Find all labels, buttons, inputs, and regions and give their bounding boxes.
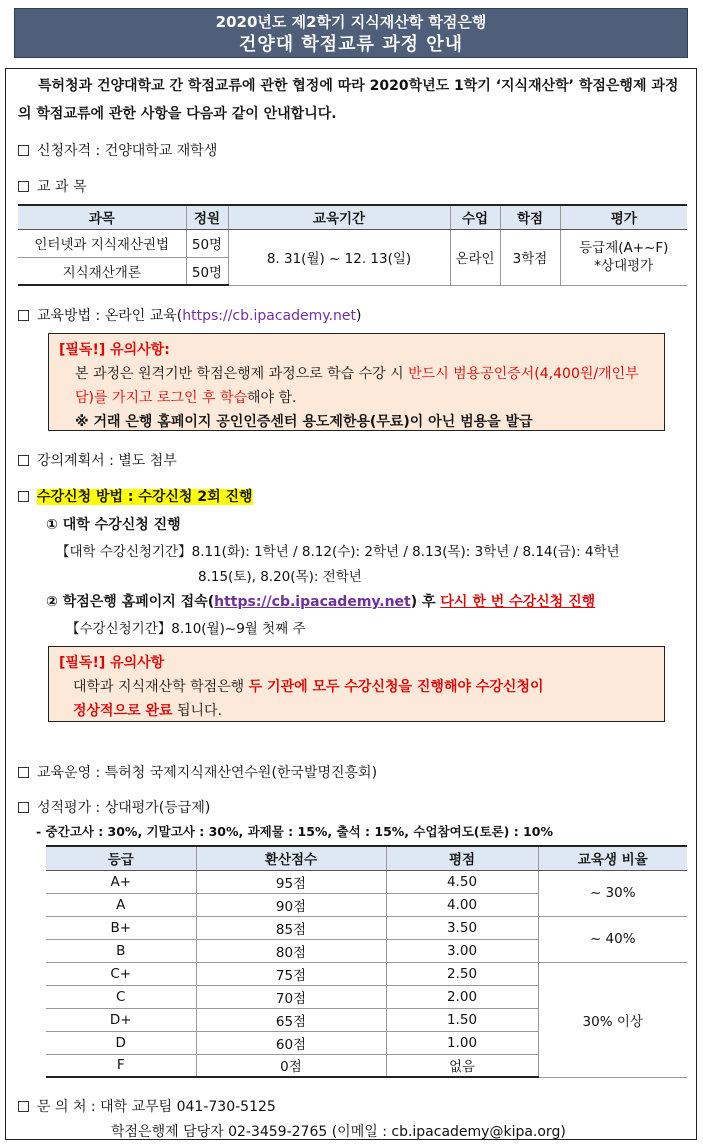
grade-cell: F — [46, 1054, 196, 1077]
gpa-cell: 3.50 — [386, 916, 538, 939]
grade-cell: A — [46, 893, 196, 916]
col-score: 환산점수 — [196, 846, 386, 870]
course-capacity: 50명 — [186, 257, 228, 285]
operation-text: 교육운영 : 특허청 국제지식재산연수원(한국발명진흥회) — [37, 765, 378, 781]
grade-cell: C+ — [46, 962, 196, 985]
syllabus-row — [18, 450, 177, 470]
col-mode: 수업 — [450, 205, 500, 229]
warning-paragraph — [59, 362, 654, 410]
checkbox-square-icon — [18, 181, 29, 192]
col-evaluation: 평가 — [560, 205, 687, 229]
title-line-1: 2020년도 제2학기 지식재산학 학점은행 — [215, 13, 487, 31]
grading-detail: - 중간고사 : 30%, 기말고사 : 30%, 과제물 : 15%, 출석 : 15%, 수업참여도(토론) : 10% — [36, 824, 553, 839]
gpa-cell: 4.00 — [386, 893, 538, 916]
warning-title: [필독!] 유의사항 — [59, 655, 165, 671]
score-cell: 70점 — [196, 985, 386, 1008]
contact-line-2: 학점은행제 담당자 02-3459-2765 (이메일 : cb.ipacademy@kipa.org) — [111, 1124, 566, 1140]
course-period: 8. 31(월) ~ 12. 13(일) — [228, 229, 450, 285]
gpa-cell: 1.50 — [386, 1008, 538, 1031]
course-mode: 온라인 — [450, 229, 500, 285]
gpa-cell: 2.50 — [386, 962, 538, 985]
warning-title: [필독!] 유의사항: — [59, 342, 170, 358]
score-cell: 65점 — [196, 1008, 386, 1031]
course-name: 인터넷과 지식재산권법 — [18, 229, 186, 257]
contact-line-1: 문 의 처 : 대학 교무팀 041-730-5125 — [37, 1099, 276, 1115]
enroll-heading: 수강신청 방법 : 수강신청 2회 진행 — [37, 489, 253, 505]
ratio-cell: ~ 30% — [538, 870, 687, 916]
method-url-link[interactable]: https://cb.ipacademy.net — [182, 308, 356, 324]
enroll-step2-period: 【수강신청기간】8.10(월)~9월 첫째 주 — [66, 621, 306, 637]
table-row — [46, 916, 687, 939]
table-row — [46, 870, 687, 893]
enroll-step1-title: ① 대학 수강신청 진행 — [46, 517, 181, 533]
checkbox-square-icon — [18, 491, 29, 502]
warning-text: 해야 함. — [247, 390, 297, 406]
method-prefix: 교육방법 : 온라인 교육( — [37, 308, 183, 324]
gpa-cell: 3.00 — [386, 939, 538, 962]
enroll-step2-highlight: 다시 한 번 수강신청 진행 — [440, 594, 596, 610]
col-subject: 과목 — [18, 205, 186, 229]
enroll-step1-line1: 【대학 수강신청기간】8.11(화): 1학년 / 8.12(수): 2학년 / 8.13(목): 3학년 / 8.14(금): 4학년 — [56, 544, 620, 560]
warning-text: 됩니다. — [172, 703, 223, 719]
grade-cell: A+ — [46, 870, 196, 893]
enroll-step2-text: ) 후 — [410, 594, 441, 610]
courses-label: 교 과 목 — [37, 179, 87, 195]
warning-note: ※ 거래 은행 홈페이지 공인인증센터 용도제한용(무료)이 아닌 범용을 발급 — [75, 414, 533, 430]
warning-highlight: 반드시 범용공인증서(4,400원/개인부담)를 가지고 로그인 후 학습 — [75, 366, 639, 406]
warning-box-enroll — [48, 646, 665, 722]
warning-paragraph — [59, 675, 654, 699]
col-period: 교육기간 — [228, 205, 450, 229]
enroll-step2-text: ② 학점은행 홈페이지 접속( — [46, 594, 215, 610]
enroll-heading-row — [18, 486, 253, 506]
col-grade: 등급 — [46, 846, 196, 870]
syllabus-text: 강의계획서 : 별도 첨부 — [37, 453, 177, 469]
score-cell: 0점 — [196, 1054, 386, 1077]
warning-paragraph — [59, 699, 654, 723]
warning-highlight: 정상적으로 완료 — [73, 703, 173, 719]
score-cell: 80점 — [196, 939, 386, 962]
checkbox-square-icon — [18, 145, 29, 156]
warning-highlight: 두 기관에 모두 수강신청을 진행해야 수강신청이 — [248, 679, 544, 695]
table-row — [46, 962, 687, 985]
warning-box-certificate — [48, 333, 665, 431]
score-cell: 60점 — [196, 1031, 386, 1054]
col-ratio: 교육생 비율 — [538, 846, 687, 870]
eligibility-row — [18, 140, 217, 160]
checkbox-square-icon — [18, 802, 29, 813]
course-table-header — [18, 205, 687, 229]
col-capacity: 정원 — [186, 205, 228, 229]
grade-table-header — [46, 846, 687, 870]
course-name: 지식재산개론 — [18, 257, 186, 285]
ratio-cell: 30% 이상 — [538, 962, 687, 1077]
grade-table — [46, 845, 687, 1078]
grade-cell: B+ — [46, 916, 196, 939]
score-cell: 90점 — [196, 893, 386, 916]
enroll-step1-line2: 8.15(토), 8.20(목): 전학년 — [198, 569, 362, 585]
method-row — [18, 305, 361, 325]
warning-text: 대학과 지식재산학 학점은행 — [73, 679, 249, 695]
score-cell: 85점 — [196, 916, 386, 939]
grade-cell: D — [46, 1031, 196, 1054]
course-credits: 3학점 — [500, 229, 560, 285]
contact-row — [18, 1096, 276, 1116]
gpa-cell: 4.50 — [386, 870, 538, 893]
intro-paragraph: 특허청과 건양대학교 간 학점교류에 관한 협정에 따라 2020학년도 1학기 ‘지식재산학’ 학점은행제 과정의 학점교류에 관한 사항을 다음과 같이 안내합니다. — [18, 78, 679, 122]
eligibility-text: 신청자격 : 건양대학교 재학생 — [37, 143, 218, 159]
gpa-cell: 2.00 — [386, 985, 538, 1008]
gpa-cell: 1.00 — [386, 1031, 538, 1054]
grade-cell: C — [46, 985, 196, 1008]
table-row — [18, 229, 687, 257]
col-credits: 학점 — [500, 205, 560, 229]
course-capacity: 50명 — [186, 229, 228, 257]
checkbox-square-icon — [18, 455, 29, 466]
col-gpa: 평점 — [386, 846, 538, 870]
courses-row — [18, 176, 86, 196]
cb-ipacademy-link[interactable]: https://cb.ipacademy.net — [214, 594, 411, 610]
checkbox-square-icon — [18, 310, 29, 321]
evaluation-note: *상대평가 — [594, 258, 654, 274]
method-suffix: ) — [355, 308, 362, 324]
document-title-banner — [14, 8, 688, 58]
checkbox-square-icon — [18, 1101, 29, 1112]
enroll-step2-row — [46, 591, 595, 611]
warning-text: 본 과정은 원격기반 학점은행제 과정으로 학습 수강 시 — [75, 366, 409, 382]
title-line-2: 건양대 학점교류 과정 안내 — [238, 34, 464, 55]
operation-row — [18, 762, 377, 782]
grading-label: 성적평가 : 상대평가(등급제) — [37, 800, 211, 816]
grade-cell: D+ — [46, 1008, 196, 1031]
ratio-cell: ~ 40% — [538, 916, 687, 962]
course-table — [18, 204, 687, 286]
grade-cell: B — [46, 939, 196, 962]
gpa-cell: 없음 — [386, 1054, 538, 1077]
evaluation-type: 등급제(A+~F) — [579, 240, 669, 256]
checkbox-square-icon — [18, 767, 29, 778]
score-cell: 75점 — [196, 962, 386, 985]
course-evaluation — [560, 229, 687, 285]
score-cell: 95점 — [196, 870, 386, 893]
grading-row — [18, 797, 210, 817]
